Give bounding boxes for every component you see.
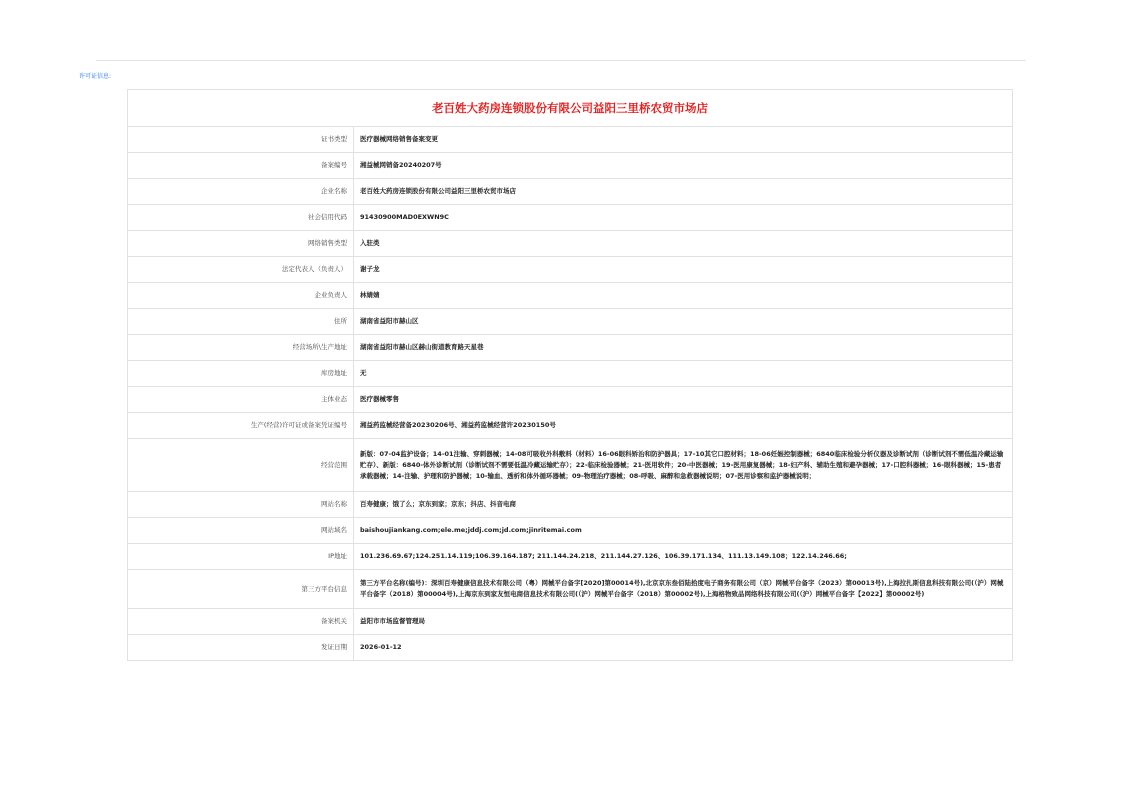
row-label: 备案机关 — [128, 609, 354, 635]
company-title: 老百姓大药房连锁股份有限公司益阳三里桥农贸市场店 — [128, 90, 1013, 127]
table-row — [128, 635, 1013, 661]
table-row — [128, 570, 1013, 609]
row-label: 网站名称 — [128, 492, 354, 518]
row-value: 湘益药监械经营备20230206号、湘益药监械经营许20230150号 — [354, 413, 1013, 439]
row-value: 益阳市市场监督管理局 — [354, 609, 1013, 635]
row-label: 企业负责人 — [128, 283, 354, 309]
table-row — [128, 283, 1013, 309]
row-label: IP地址 — [128, 544, 354, 570]
row-value: 湖南省益阳市赫山区 — [354, 309, 1013, 335]
row-value: 湘益械网销备20240207号 — [354, 153, 1013, 179]
row-label: 主体业态 — [128, 387, 354, 413]
table-row — [128, 413, 1013, 439]
table-row — [128, 309, 1013, 335]
row-value: 2026-01-12 — [354, 635, 1013, 661]
table-row — [128, 153, 1013, 179]
row-label: 第三方平台信息 — [128, 570, 354, 609]
top-divider — [96, 60, 1026, 61]
row-label: 法定代表人（负责人） — [128, 257, 354, 283]
table-row — [128, 257, 1013, 283]
row-label: 库房地址 — [128, 361, 354, 387]
row-value: 林婧婧 — [354, 283, 1013, 309]
row-value: 老百姓大药房连锁股份有限公司益阳三里桥农贸市场店 — [354, 179, 1013, 205]
row-label: 企业名称 — [128, 179, 354, 205]
table-row — [128, 231, 1013, 257]
table-row — [128, 439, 1013, 492]
row-value: 医疗器械零售 — [354, 387, 1013, 413]
section-label[interactable]: 许可证信息: — [79, 73, 112, 80]
row-value: 医疗器械网络销售备案变更 — [354, 127, 1013, 153]
row-value: 新版：07-04监护设备；14-01注输、穿刺器械；14-08可吸收外科敷料（材料）16-06眼科矫治和防护器具；17-10其它口腔材料；18-06妊娠控制器械；6840临床检验分析仪器及诊断试剂（诊断试剂不需低温冷藏运输贮存）、新版：6840-体外诊断试剂（诊断试剂不需要低温冷藏运输贮存）；22-临床检验器械；21-医用软件；20-中医器械；19-医用康复器械；18-妇产科、辅助生殖和避孕器械；17-口腔科器械；16-眼科器械；15-患者承载器械；14-注输、护理和防护器械；10-输血、透析和体外循环器械；09-物理治疗器械；08-呼吸、麻醉和急救器械说明；07-医用诊察和监护器械说明； — [354, 439, 1013, 492]
table-row — [128, 544, 1013, 570]
table-row — [128, 609, 1013, 635]
row-label: 网络销售类型 — [128, 231, 354, 257]
row-label: 住所 — [128, 309, 354, 335]
row-value: baishoujiankang.com;ele.me;jddj.com;jd.com;jinritemai.com — [354, 518, 1013, 544]
table-row — [128, 127, 1013, 153]
row-label: 发证日期 — [128, 635, 354, 661]
table-row — [128, 387, 1013, 413]
row-label: 社会信用代码 — [128, 205, 354, 231]
row-label: 备案编号 — [128, 153, 354, 179]
row-label: 证书类型 — [128, 127, 354, 153]
table-row — [128, 518, 1013, 544]
row-value: 第三方平台名称(编号)：深圳百寿健康信息技术有限公司（粤）网械平台备字[2020]第00014号),北京京东叁佰陆拾度电子商务有限公司（京）网械平台备字（2023）第00013号),上海拉扎斯信息科技有限公司(（沪）网械平台备字（2018）第00004号),上海京东到家友恒电商信息技术有限公司(（沪）网械平台备字（2018）第00002号),上海格物致品网络科技有限公司(（沪）网械平台备字【2022】第00002号) — [354, 570, 1013, 609]
row-value: 谢子龙 — [354, 257, 1013, 283]
row-value: 无 — [354, 361, 1013, 387]
row-value: 101.236.69.67;124.251.14.119;106.39.164.187; 211.144.24.218、211.144.27.126、106.39.171.134、111.13.149.108；122.14.246.66; — [354, 544, 1013, 570]
row-value: 91430900MAD0EXWN9C — [354, 205, 1013, 231]
row-value: 百寿健康；饿了么；京东到家；京东；抖店、抖音电商 — [354, 492, 1013, 518]
table-row — [128, 205, 1013, 231]
row-label: 经营场所\生产地址 — [128, 335, 354, 361]
row-label: 经营范围 — [128, 439, 354, 492]
row-label: 生产(经营)许可证或备案凭证编号 — [128, 413, 354, 439]
row-label: 网站域名 — [128, 518, 354, 544]
certificate-table — [127, 89, 1013, 661]
row-value: 入驻类 — [354, 231, 1013, 257]
row-value: 湖南省益阳市赫山区赫山街道教育路天星巷 — [354, 335, 1013, 361]
table-row — [128, 179, 1013, 205]
table-row — [128, 492, 1013, 518]
table-row — [128, 361, 1013, 387]
table-row — [128, 335, 1013, 361]
